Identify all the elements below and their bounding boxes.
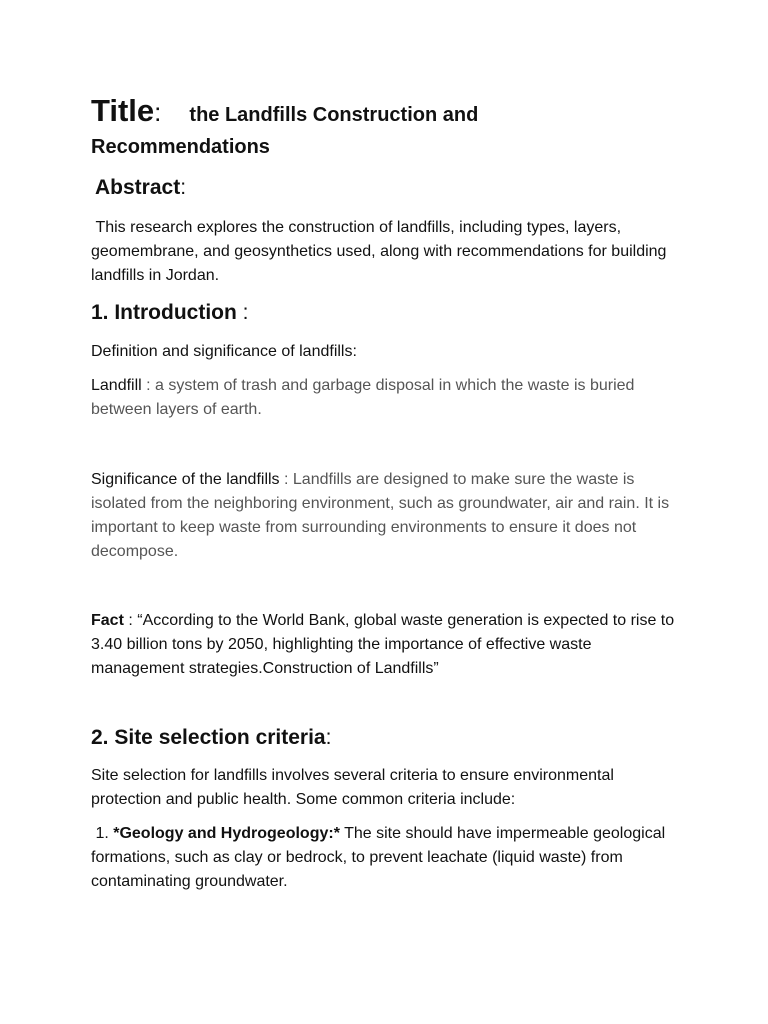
site-selection-heading-text: 2. Site selection criteria [91, 726, 326, 749]
document-title [91, 92, 681, 134]
site-selection-heading [91, 723, 681, 753]
introduction-heading [91, 298, 681, 328]
criteria-item-1-term: *Geology and Hydrogeology:* [113, 825, 340, 842]
abstract-text: This research explores the construction of landfills, including types, layers, geomembrane, and geosynthetics used, along with recommendations for building landfills in Jordan. [91, 219, 671, 284]
fact-paragraph [91, 609, 681, 681]
landfill-definition [91, 374, 681, 422]
criteria-item-1-text: The site should have impermeable geological formations, such as clay or bedrock, to prevent leachate (liquid waste) from contaminating groundwater. [91, 825, 666, 890]
criteria-item-1 [91, 822, 681, 894]
definition-heading: Definition and significance of landfills: [91, 343, 357, 360]
criteria-item-1-number: 1. [91, 825, 114, 842]
title-label: Title [91, 93, 155, 128]
title-text-line2: Recommendations [91, 136, 270, 158]
landfill-text: a system of trash and garbage disposal in which the waste is buried between layers of earth. [91, 377, 635, 418]
introduction-heading-text: 1. Introduction [91, 301, 237, 324]
significance-term: Significance of the landfills [91, 471, 280, 488]
abstract-heading [95, 173, 685, 203]
title-text-line1: the Landfills Construction and [189, 104, 479, 126]
abstract-colon: : [180, 176, 187, 199]
introduction-colon: : [236, 301, 249, 324]
fact-text: “According to the World Bank, global waste generation is expected to rise to 3.40 billion tons by 2050, highlighting the importance of effective waste management strategies.Construction of Landfills” [91, 612, 675, 677]
abstract-heading-text: Abstract [95, 176, 181, 199]
title-colon: : [154, 97, 162, 127]
significance-sep: : [279, 471, 293, 488]
site-selection-colon: : [325, 726, 332, 749]
landfill-term: Landfill [91, 377, 142, 394]
significance-paragraph [91, 468, 681, 564]
fact-term: Fact [91, 612, 124, 629]
fact-sep: : [123, 612, 138, 629]
landfill-sep: : [141, 377, 156, 394]
significance-text: Landfills are designed to make sure the waste is isolated from the neighboring environment, such as groundwater, air and rain. It is important to keep waste from surrounding environments to ensure it does not decompose. [91, 471, 670, 560]
site-selection-intro: Site selection for landfills involves several criteria to ensure environmental protection and public health. Some common criteria include: [91, 767, 614, 808]
